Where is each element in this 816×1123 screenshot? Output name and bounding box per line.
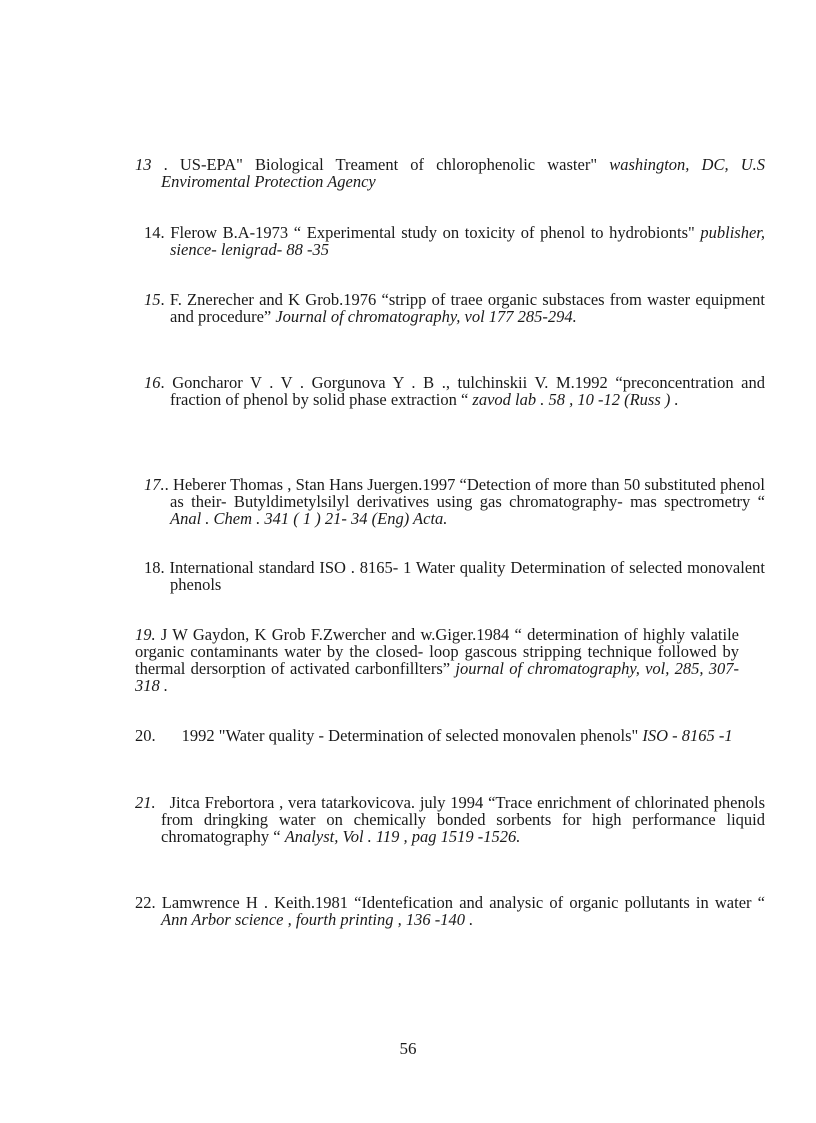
reference-source: ISO - 8165 -1	[642, 726, 733, 745]
reference-14	[144, 224, 765, 258]
reference-text: International standard ISO . 8165- 1 Water quality Determination of selected monovalent phenols	[169, 558, 765, 594]
reference-source: journal of chromatography, vol, 285, 307- 318 .	[135, 659, 740, 695]
reference-18	[144, 559, 765, 593]
reference-text: F. Znerecher and K Grob.1976 “stripp of traee organic substaces from waster equipment and procedure”	[169, 290, 765, 326]
reference-number: 20.	[135, 726, 156, 745]
reference-source: Analyst, Vol . 119 , pag 1519 -1526.	[284, 827, 521, 846]
reference-21	[135, 794, 765, 845]
reference-22	[135, 894, 765, 928]
reference-number: 17.	[144, 475, 165, 494]
reference-source: publisher, sience- lenigrad- 88 -35	[170, 223, 766, 259]
reference-text: Flerow B.A-1973 “ Experimental study on toxicity of phenol to hydrobionts"	[170, 223, 701, 242]
reference-text: J W Gaydon, K Grob F.Zwercher and w.Giger.1984 “ determination of highly valatile organic contaminants water by the closed- loop gascous stripping technique followed by thermal dersorption of activated carbonfillters”	[135, 625, 740, 678]
reference-source: Ann Arbor science , fourth printing , 136 -140 .	[161, 910, 474, 929]
reference-15: 15. F. Znerecher and K Grob.1976 “stripp of traee organic substaces from waster equipment and procedure” Journal of chromatography, vol 177 285-294.	[144, 290, 765, 326]
reference-16: 16. Goncharor V . V . Gorgunova Y . B ., tulchinskii V. M.1992 “preconcentration and fraction of phenol by solid phase extraction “ zavod lab . 58 , 10 -12 (Russ ) .	[144, 373, 765, 409]
reference-text: Goncharor V . V . Gorgunova Y . B ., tulchinskii V. M.1992 “preconcentration and fraction of phenol by solid phase extraction “	[170, 373, 765, 409]
reference-17: 17.. Heberer Thomas , Stan Hans Juergen.1997 “Detection of more than 50 substituted phenol as their- Butyldimetylsilyl derivatives using gas chromatography- mas spectrometry “ Anal . Chem . 341 ( 1 ) 21- 34 (Eng) Acta.	[144, 475, 766, 528]
reference-number: 13	[135, 155, 152, 174]
reference-source: Anal . Chem . 341 ( 1 ) 21- 34 (Eng) Acta.	[170, 509, 448, 528]
reference-text: 1992 "Water quality - Determination of selected monovalen phenols"	[181, 726, 643, 745]
reference-text: Heberer Thomas , Stan Hans Juergen.1997 “Detection of more than 50 substituted phenol as their- Butyldimetylsilyl derivatives using gas chromatography- mas spectrometry “	[170, 475, 766, 511]
reference-19	[135, 626, 739, 694]
reference-number: 16	[144, 373, 161, 392]
reference-number: 15	[144, 290, 161, 309]
reference-number: 18.	[144, 558, 165, 577]
reference-source: washington, DC, U.S Enviromental Protection Agency	[161, 155, 765, 191]
reference-text: Jitca Frebortora , vera tatarkovicova. july 1994 “Trace enrichment of chlorinated phenols from dringking water on chemically bonded sorbents for high performance liquid chromatography “	[161, 793, 765, 846]
reference-number: 21.	[135, 793, 156, 812]
reference-number: 14.	[144, 223, 165, 242]
reference-number: 22.	[135, 893, 156, 912]
page-number: 56	[399, 1039, 417, 1058]
reference-number: 19.	[135, 625, 156, 644]
reference-text: US-EPA" Biological Treament of chlorophenolic waster"	[179, 155, 610, 174]
reference-13: 13 . US-EPA" Biological Treament of chlorophenolic waster" washington, DC, U.S Enviromental Protection Agency	[135, 155, 765, 191]
reference-source: Journal of chromatography, vol 177 285-294.	[275, 307, 577, 326]
reference-source: zavod lab . 58 , 10 -12 (Russ ) .	[472, 390, 679, 409]
reference-text: Lamwrence H . Keith.1981 “Identefication and analysic of organic pollutants in water “	[161, 893, 766, 912]
reference-20	[135, 727, 739, 744]
